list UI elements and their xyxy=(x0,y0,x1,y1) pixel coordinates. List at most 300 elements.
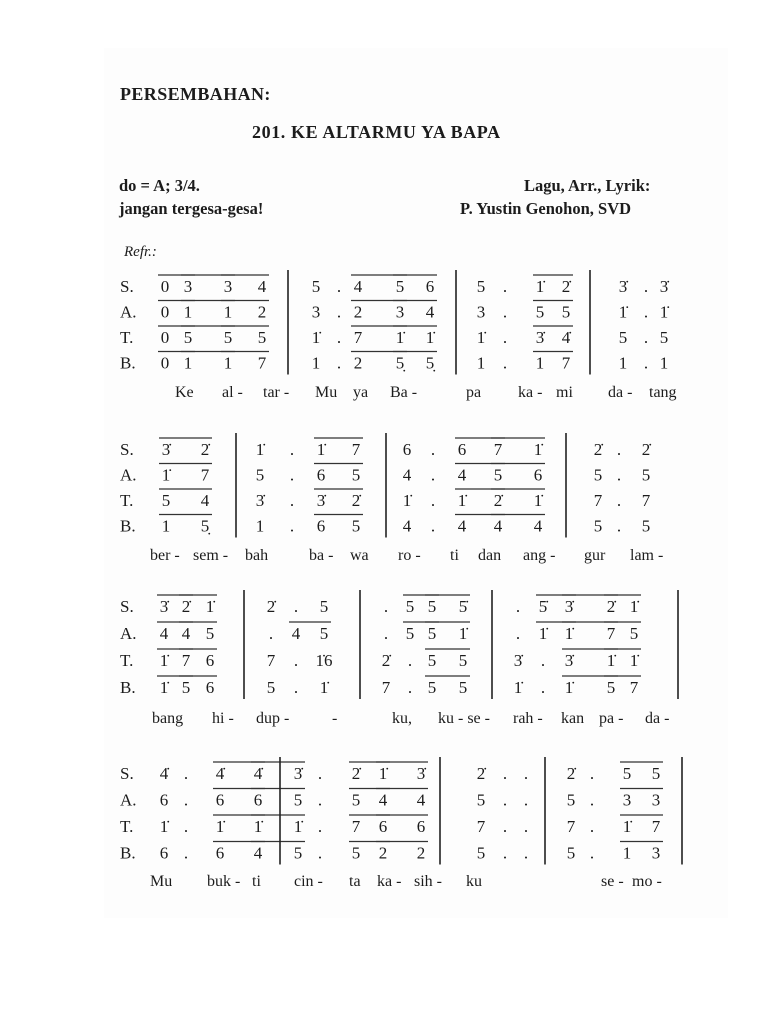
note: 2̇ xyxy=(351,491,361,510)
note: 3̇ xyxy=(535,328,545,347)
note: 4 xyxy=(353,277,363,296)
note: . xyxy=(515,597,521,616)
lyric-syllable: tang xyxy=(649,384,677,401)
note: 1̇ xyxy=(458,624,468,643)
note: . xyxy=(589,764,595,783)
note: 1 xyxy=(618,353,628,373)
voice-label: S. xyxy=(120,277,134,296)
note: 5 xyxy=(593,465,603,485)
note: . xyxy=(589,790,595,810)
note: 5 xyxy=(205,624,215,643)
note: 7 xyxy=(593,491,603,510)
note: 5 xyxy=(395,277,405,296)
note: 5 xyxy=(293,843,303,863)
note: 1̇ xyxy=(457,491,467,510)
note: 1̇ xyxy=(538,624,548,643)
note: 3 xyxy=(651,843,661,863)
note: 2̇ xyxy=(566,764,576,783)
note: 3̇ xyxy=(293,764,303,783)
voice-label: T. xyxy=(120,817,134,836)
lyric-syllable: da - xyxy=(645,710,670,727)
note: 5 xyxy=(427,624,437,643)
note: 4̇ xyxy=(253,764,263,783)
note: 1̇ xyxy=(513,678,523,697)
note: . xyxy=(523,790,529,810)
note: 1̇ xyxy=(564,678,574,697)
note: . xyxy=(317,817,323,836)
note: . xyxy=(430,465,436,485)
note: . xyxy=(317,790,323,810)
note: . xyxy=(317,843,323,863)
note: 3 xyxy=(476,302,486,322)
lyric-syllable: al - xyxy=(222,384,243,401)
note: 5 xyxy=(606,678,616,697)
note: 1 xyxy=(255,516,265,536)
note: 4 xyxy=(416,790,426,810)
lyric-syllable: se - xyxy=(601,873,624,890)
key-time-signature: do = A; 3/4. xyxy=(119,176,200,195)
note: . xyxy=(383,597,389,616)
note: 1 xyxy=(161,516,171,536)
note: 5 xyxy=(427,651,437,670)
lyric-syllable: rah - xyxy=(513,710,543,727)
note: . xyxy=(317,764,323,783)
note: 1̇ xyxy=(629,651,639,670)
tempo-marking: jangan tergesa-gesa! xyxy=(119,199,264,218)
note: . xyxy=(336,302,342,322)
note: 1 xyxy=(223,302,233,322)
note: . xyxy=(268,624,274,643)
note: . xyxy=(502,843,508,863)
note: . xyxy=(502,790,508,810)
note: 7 xyxy=(641,491,651,510)
note: 1̇ xyxy=(402,491,412,510)
note: 7 xyxy=(493,440,503,459)
lyric-syllable: dup - xyxy=(256,710,290,727)
note: . xyxy=(523,764,529,783)
note: 1̇ xyxy=(425,328,435,347)
note: . xyxy=(523,817,529,836)
note: 1̇ xyxy=(316,440,326,459)
note: 1̇ xyxy=(319,678,329,697)
note: . xyxy=(289,440,295,459)
note: . xyxy=(502,277,508,296)
lyric-syllable: ro - xyxy=(398,547,421,564)
note: 5 xyxy=(458,678,468,697)
note: . xyxy=(589,817,595,836)
note: 1 xyxy=(535,353,545,373)
note: 7 xyxy=(266,651,276,670)
note: 6 xyxy=(533,465,543,485)
note: 5 xyxy=(629,624,639,643)
note: 5̇ xyxy=(458,597,468,616)
note: 6 xyxy=(205,678,215,697)
lyric-syllable: mi xyxy=(556,384,573,401)
lyric-syllable: bah xyxy=(245,547,269,564)
note: . xyxy=(183,764,189,783)
note: 5̣ xyxy=(425,353,435,373)
note: . xyxy=(502,302,508,322)
note: 4 xyxy=(378,790,388,810)
note: 7 xyxy=(257,353,267,373)
lyric-syllable: ta xyxy=(349,873,361,890)
note: 1̇ xyxy=(659,302,669,322)
note: . xyxy=(502,817,508,836)
voice-label: A. xyxy=(120,790,137,810)
note: 5 xyxy=(351,516,361,536)
note: 5 xyxy=(659,328,669,347)
note: . xyxy=(616,465,622,485)
note: 1̇ xyxy=(533,440,543,459)
lyric-syllable: lam - xyxy=(630,547,664,564)
refrain-label: Refr.: xyxy=(124,244,157,260)
note: 3 xyxy=(311,302,321,322)
note: 5 xyxy=(561,302,571,322)
note: 3̇ xyxy=(161,440,171,459)
note: 0 xyxy=(160,328,170,347)
note: 1 xyxy=(183,353,193,373)
note: . xyxy=(430,491,436,510)
voice-label: S. xyxy=(120,440,134,459)
note: . xyxy=(643,302,649,322)
note: 1̇ xyxy=(205,597,215,616)
note: 7 xyxy=(651,817,661,836)
lyric-syllable: Mu xyxy=(315,384,338,401)
note: . xyxy=(643,353,649,373)
note: . xyxy=(616,440,622,459)
note: 1̇ xyxy=(215,817,225,836)
note: 4 xyxy=(200,491,210,510)
note: 4 xyxy=(181,624,191,643)
note: 2̇ xyxy=(641,440,651,459)
voice-label: B. xyxy=(120,843,136,863)
note: 5 xyxy=(405,624,415,643)
note: 6 xyxy=(159,843,169,863)
note: 1 xyxy=(659,353,669,373)
note: 5 xyxy=(476,790,486,810)
note: 3̇ xyxy=(316,491,326,510)
voice-label: A. xyxy=(120,302,137,322)
note: 5 xyxy=(641,465,651,485)
note: 4 xyxy=(457,516,467,536)
note: 7 xyxy=(629,678,639,697)
note: 5 xyxy=(641,516,651,536)
note: 3 xyxy=(395,302,405,322)
lyric-syllable: pa - xyxy=(599,710,624,727)
note: 1̇ xyxy=(606,651,616,670)
note: 7 xyxy=(181,651,191,670)
note: 5 xyxy=(266,678,276,697)
note: 2̇ xyxy=(200,440,210,459)
note: 4 xyxy=(425,302,435,322)
note: 3̇ xyxy=(255,491,265,510)
note: 6 xyxy=(159,790,169,810)
note: 7 xyxy=(381,678,391,697)
note: 7 xyxy=(353,328,363,347)
lyric-syllable: wa xyxy=(350,547,369,564)
note: . xyxy=(616,491,622,510)
section-label: PERSEMBAHAN: xyxy=(120,84,271,104)
lyric-syllable: ku, xyxy=(392,710,412,727)
note: . xyxy=(336,328,342,347)
note: 7 xyxy=(476,817,486,836)
lyric-syllable: ber - xyxy=(150,547,180,564)
note: . xyxy=(183,817,189,836)
note: . xyxy=(643,328,649,347)
song-title: 201. KE ALTARMU YA BAPA xyxy=(252,122,501,142)
note: 6 xyxy=(457,440,467,459)
note: 3̇ xyxy=(564,597,574,616)
note: 2̇ xyxy=(606,597,616,616)
note: 5 xyxy=(493,465,503,485)
note: 0 xyxy=(160,353,170,373)
note: 3 xyxy=(223,277,233,296)
note: 6 xyxy=(316,465,326,485)
note: 1̇ xyxy=(159,678,169,697)
note: 5 xyxy=(181,678,191,697)
note: 3̇ xyxy=(564,651,574,670)
note: . xyxy=(502,353,508,373)
note: 1̇ xyxy=(535,277,545,296)
note: 2̇ xyxy=(476,764,486,783)
note: 4̇ xyxy=(215,764,225,783)
note: 5 xyxy=(405,597,415,616)
lyric-syllable: ku xyxy=(466,873,482,890)
note: 3 xyxy=(183,277,193,296)
note: 5 xyxy=(593,516,603,536)
note: 6 xyxy=(378,817,388,836)
note: 7 xyxy=(351,817,361,836)
note: 5 xyxy=(535,302,545,322)
note: 2 xyxy=(353,353,363,373)
note: 5 xyxy=(651,764,661,783)
voice-label: S. xyxy=(120,597,134,616)
note: 1 xyxy=(183,302,193,322)
lyric-syllable: ti xyxy=(252,873,261,890)
note: . xyxy=(407,678,413,697)
note: 6 xyxy=(402,440,412,459)
note: . xyxy=(183,843,189,863)
note: 7 xyxy=(566,817,576,836)
note: 4 xyxy=(533,516,543,536)
note: 6 xyxy=(425,277,435,296)
note: . xyxy=(540,678,546,697)
note: 7 xyxy=(606,624,616,643)
note: 1̇ xyxy=(629,597,639,616)
voice-label: A. xyxy=(120,624,137,643)
note: 5̇ xyxy=(538,597,548,616)
lyric-syllable: sih - xyxy=(414,873,442,890)
note: 5 xyxy=(476,277,486,296)
note: 5 xyxy=(319,624,329,643)
note: 2̇ xyxy=(593,440,603,459)
note: . xyxy=(183,790,189,810)
note: . xyxy=(293,597,299,616)
note: 5̣ xyxy=(395,353,405,373)
note: . xyxy=(540,651,546,670)
lyric-syllable: ka - xyxy=(518,384,543,401)
lyric-syllable: Ba - xyxy=(390,384,418,401)
note: 5 xyxy=(476,843,486,863)
note: . xyxy=(289,491,295,510)
lyric-syllable: tar - xyxy=(263,384,290,401)
note: 7 xyxy=(561,353,571,373)
note: . xyxy=(336,353,342,373)
note: . xyxy=(430,440,436,459)
note: 5 xyxy=(183,328,193,347)
lyric-syllable: - xyxy=(332,710,338,727)
lyric-syllable: ku - se - xyxy=(438,710,490,727)
voice-label: T. xyxy=(120,651,134,670)
lyric-syllable: hi - xyxy=(212,710,234,727)
note: . xyxy=(293,678,299,697)
note: 5 xyxy=(566,843,576,863)
note: 5 xyxy=(351,790,361,810)
note: 4 xyxy=(159,624,169,643)
note: 3̇ xyxy=(618,277,628,296)
lyric-syllable: pa xyxy=(466,384,482,401)
note: 1̇ xyxy=(395,328,405,347)
note: 5 xyxy=(311,277,321,296)
note: 4 xyxy=(253,843,263,863)
note: 2̇ xyxy=(381,651,391,670)
note: 5 xyxy=(622,764,632,783)
voice-label: B. xyxy=(120,353,136,373)
note: 4 xyxy=(493,516,503,536)
note: 1̇ xyxy=(159,817,169,836)
note: . xyxy=(289,516,295,536)
note: 5 xyxy=(319,597,329,616)
note: 1̇ xyxy=(161,465,171,485)
note: 1 xyxy=(223,353,233,373)
note: 1̇ xyxy=(618,302,628,322)
lyric-syllable: sem - xyxy=(193,547,229,564)
note: . xyxy=(383,624,389,643)
note: 2 xyxy=(378,843,388,863)
note: 1̇ xyxy=(255,440,265,459)
note: 1̇ xyxy=(253,817,263,836)
note: 1̇6 xyxy=(315,651,333,670)
note: 6 xyxy=(215,843,225,863)
note: 2̇ xyxy=(181,597,191,616)
voice-label: S. xyxy=(120,764,134,783)
note: 4 xyxy=(257,277,267,296)
note: 2 xyxy=(257,302,267,322)
note: 0 xyxy=(160,277,170,296)
lyric-syllable: gur xyxy=(584,547,606,564)
note: . xyxy=(293,651,299,670)
note: . xyxy=(336,277,342,296)
credit-label: Lagu, Arr., Lyrik: xyxy=(524,176,651,195)
note: 4̇ xyxy=(561,328,571,347)
note: 4 xyxy=(457,465,467,485)
note: 3 xyxy=(622,790,632,810)
lyric-syllable: Mu xyxy=(150,873,173,890)
voice-label: B. xyxy=(120,678,136,697)
note: 5 xyxy=(427,678,437,697)
note: 4 xyxy=(402,465,412,485)
note: . xyxy=(616,516,622,536)
note: . xyxy=(643,277,649,296)
note: . xyxy=(289,465,295,485)
lyric-syllable: ti xyxy=(450,547,459,564)
note: 5 xyxy=(458,651,468,670)
lyric-syllable: ka - xyxy=(377,873,402,890)
lyric-syllable: ang - xyxy=(523,547,556,564)
note: 7 xyxy=(200,465,210,485)
note: . xyxy=(515,624,521,643)
lyric-syllable: buk - xyxy=(207,873,241,890)
note: 5 xyxy=(161,491,171,510)
note: 5 xyxy=(293,790,303,810)
lyric-syllable: mo - xyxy=(632,873,662,890)
note: 1 xyxy=(622,843,632,863)
note: 3̇ xyxy=(513,651,523,670)
note: 2 xyxy=(416,843,426,863)
note: . xyxy=(502,328,508,347)
voice-label: B. xyxy=(120,516,136,536)
note: 6 xyxy=(215,790,225,810)
note: 2̇ xyxy=(493,491,503,510)
note: 2̇ xyxy=(266,597,276,616)
note: 1̇ xyxy=(564,624,574,643)
note: 3̇ xyxy=(159,597,169,616)
note: . xyxy=(430,516,436,536)
note: 6 xyxy=(205,651,215,670)
note: 1̇ xyxy=(159,651,169,670)
note: 4 xyxy=(291,624,301,643)
note: 0 xyxy=(160,302,170,322)
note: 5 xyxy=(618,328,628,347)
lyric-syllable: cin - xyxy=(294,873,323,890)
voice-label: A. xyxy=(120,465,137,485)
note: 3 xyxy=(651,790,661,810)
note: 2̇ xyxy=(561,277,571,296)
note: . xyxy=(407,651,413,670)
lyric-syllable: kan xyxy=(561,710,585,727)
note: 1̇ xyxy=(378,764,388,783)
note: 2 xyxy=(353,302,363,322)
note: 5 xyxy=(427,597,437,616)
note: 5̣ xyxy=(200,516,210,536)
note: 4 xyxy=(402,516,412,536)
note: 5 xyxy=(257,328,267,347)
note: 1̇ xyxy=(476,328,486,347)
note: 5 xyxy=(255,465,265,485)
note: 6 xyxy=(316,516,326,536)
note: . xyxy=(502,764,508,783)
note: 5 xyxy=(351,465,361,485)
voice-label: T. xyxy=(120,491,134,510)
lyric-syllable: bang xyxy=(152,710,184,727)
note: 1̇ xyxy=(533,491,543,510)
note: 6 xyxy=(253,790,263,810)
lyric-syllable: da - xyxy=(608,384,633,401)
note: 2̇ xyxy=(351,764,361,783)
note: 3̇ xyxy=(659,277,669,296)
note: 1 xyxy=(476,353,486,373)
note: . xyxy=(523,843,529,863)
voice-label: T. xyxy=(120,328,134,347)
note: 1̇ xyxy=(311,328,321,347)
note: 3̇ xyxy=(416,764,426,783)
note: 5 xyxy=(566,790,576,810)
lyric-syllable: Ke xyxy=(175,384,194,401)
note: 1 xyxy=(311,353,321,373)
note: 1̇ xyxy=(293,817,303,836)
note: 6 xyxy=(416,817,426,836)
note: 5 xyxy=(223,328,233,347)
